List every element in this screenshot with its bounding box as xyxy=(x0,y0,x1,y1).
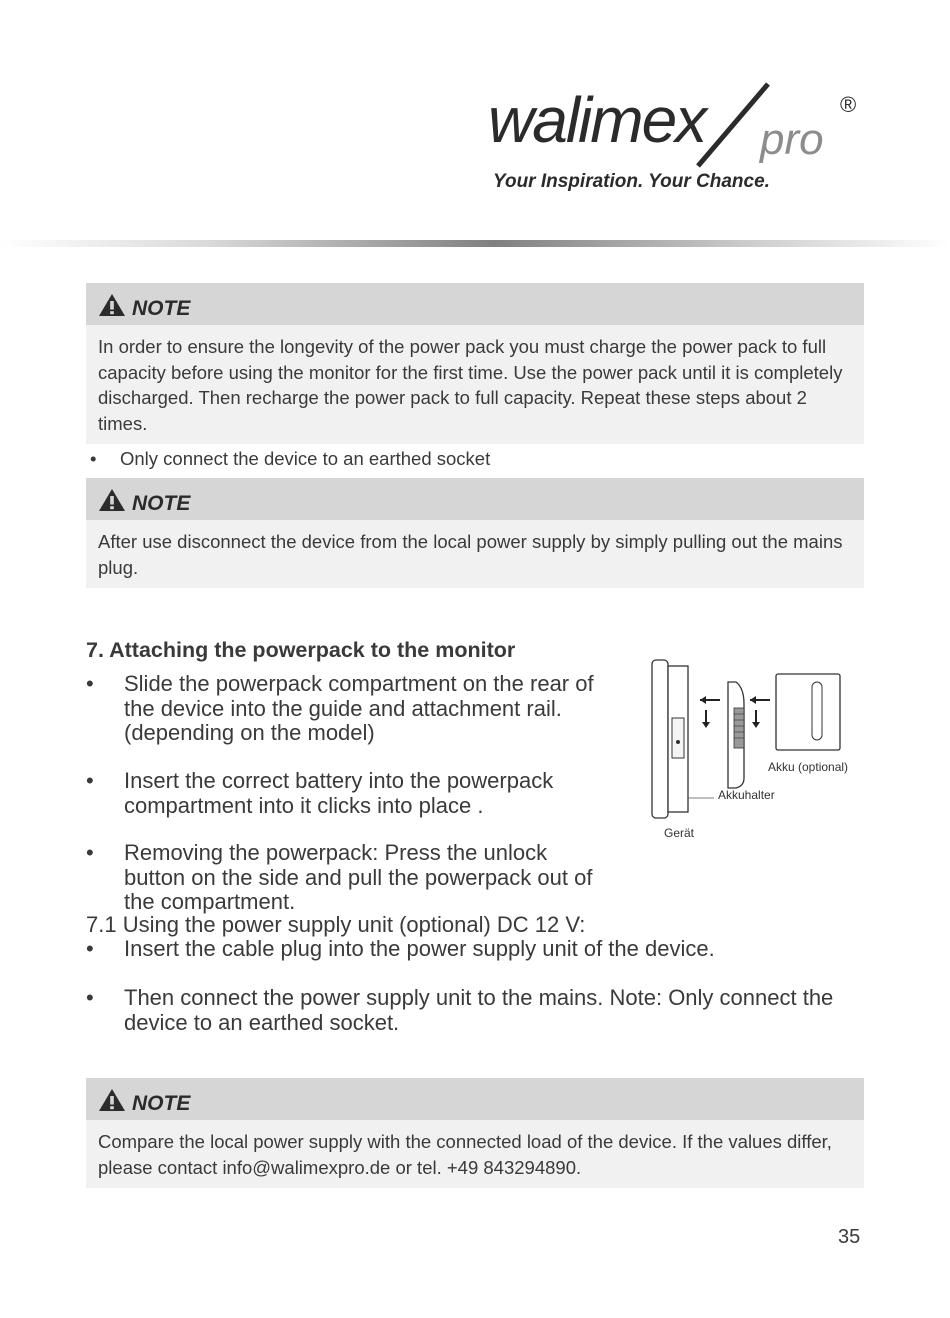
bullet-marker: • xyxy=(86,768,94,793)
registered-mark: ® xyxy=(840,92,857,117)
note-title: NOTE xyxy=(132,1092,191,1115)
warning-icon xyxy=(98,1088,126,1112)
list-item xyxy=(86,769,616,819)
page-number: 35 xyxy=(838,1226,861,1248)
section-title-7-1: 7.1 Using the power supply unit (optional) DC 12 V: xyxy=(86,912,586,937)
bullet-marker: • xyxy=(90,448,97,469)
note-header xyxy=(86,1078,864,1120)
powerpack-diagram xyxy=(616,648,866,848)
bullet-marker: • xyxy=(86,840,94,865)
powerpack-diagram-drawing xyxy=(616,648,866,848)
note-header xyxy=(86,283,864,325)
list-item xyxy=(86,937,864,963)
note-title: NOTE xyxy=(132,492,191,515)
note-header xyxy=(86,478,864,520)
warning-icon xyxy=(98,488,126,512)
bullet-text: Only connect the device to an earthed socket xyxy=(120,448,491,469)
list-item xyxy=(86,840,864,914)
note-text: Compare the local power supply with the connected load of the device. If the values differ, please contact info@walimexpro.de or tel. +49 843294890. xyxy=(98,1131,832,1178)
list-item-text: Insert the correct battery into the powerpack compartment into it clicks into place . xyxy=(124,768,554,818)
list-item-text: Slide the powerpack compartment on the rear of the device into the guide and attachment rail. (depending on the model) xyxy=(124,671,594,745)
list-item-text: Then connect the power supply unit to the mains. Note: Only connect the device to an earthed socket. xyxy=(124,985,834,1035)
section-title-7: 7. Attaching the powerpack to the monitor xyxy=(86,638,516,662)
warning-icon xyxy=(98,293,126,317)
list-item xyxy=(86,672,616,746)
bullet-marker: • xyxy=(86,985,94,1010)
logo-word: walimex xyxy=(488,84,706,156)
bullet-marker: • xyxy=(86,671,94,696)
note-title: NOTE xyxy=(132,297,191,320)
label-akkuhalter: Akkuhalter xyxy=(718,788,775,802)
note-box-disconnect xyxy=(86,478,864,588)
note-box-charging xyxy=(86,283,864,444)
earthed-socket-bullet xyxy=(90,448,490,470)
label-akku: Akku (optional) xyxy=(768,760,849,774)
note-box-power-supply xyxy=(86,1078,864,1188)
note-text: After use disconnect the device from the local power supply by simply pulling out the mains plug. xyxy=(98,531,843,578)
list-item xyxy=(86,986,876,1036)
list-item-text xyxy=(124,841,864,915)
list-item-text: Insert the cable plug into the power supply unit of the device. xyxy=(124,936,715,961)
label-geraet: Gerät xyxy=(664,826,695,840)
logo-pro: pro xyxy=(760,115,824,164)
bullet-marker: • xyxy=(86,936,94,961)
header-divider xyxy=(0,240,950,247)
list-item-text-content: Removing the powerpack: Press the unlock button on the side and pull the powerpack out of the compartment. xyxy=(124,840,593,914)
note-text: In order to ensure the longevity of the power pack you must charge the power pack to full capacity before using the monitor for the first time. Use the power pack until it is completely discharged. Then recharge the power pack to full capacity. Repeat these steps about 2 times. xyxy=(98,336,843,434)
tagline: Your Inspiration. Your Chance. xyxy=(493,171,770,192)
